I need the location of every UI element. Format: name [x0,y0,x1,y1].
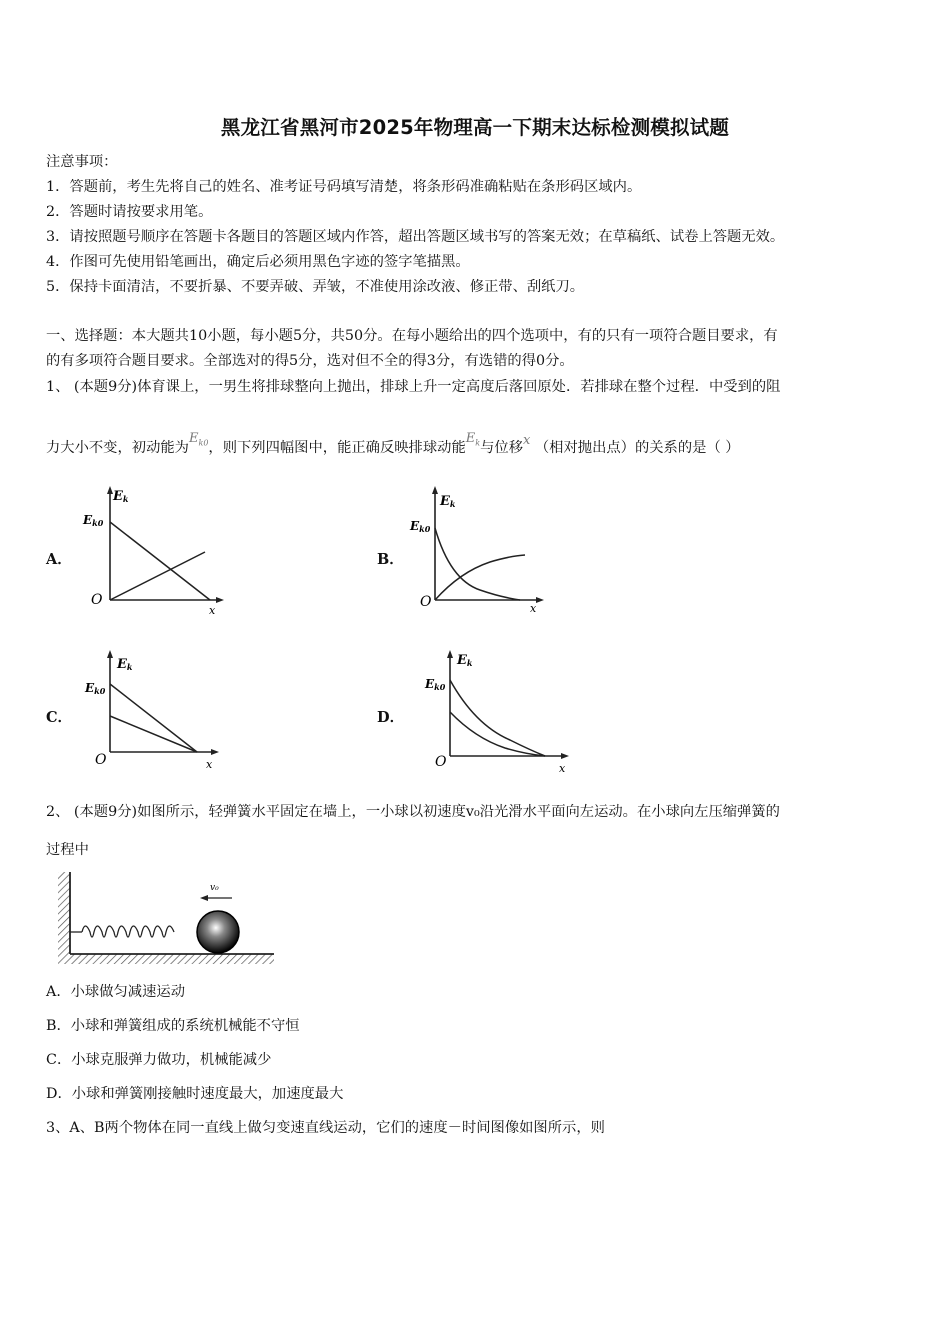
origin-label: O [95,752,107,768]
ek0-symbol: $E_{k0}$ [188,431,209,448]
ball [197,911,239,953]
notice-heading: 注意事项： [46,154,118,170]
notice-item: 2．答题时请按要求用笔。 [46,204,213,220]
x-axis-label: x [559,762,566,775]
page-title: 黑龙江省黑河市2025年物理高一下期末达标检测模拟试题 [220,116,730,139]
stem-text: （相对抛出点）的关系的是（ ） [534,440,740,456]
stem-text: 力大小不变，初动能为 [46,440,189,456]
question-3-stem: 3、A、B两个物体在同一直线上做匀变速直线运动，它们的速度－时间图像如图所示，则 [46,1120,605,1136]
option-a-label: A． [46,551,72,568]
question-2-stem-2: 过程中 [46,842,89,858]
origin-label: O [420,594,432,610]
origin-label: O [435,754,447,770]
section-intro-line: 的有多项符合题目要求。全部选对的得5分，选对但不全的得3分，有选错的得0分。 [46,353,574,369]
y-axis-label: Ek [113,489,129,504]
x-axis-label: x [209,604,216,617]
graph-option-d [415,640,585,780]
question-2-option: B．小球和弹簧组成的系统机械能不守恒 [46,1018,300,1034]
option-b-label: B． [377,551,404,568]
x-axis-label: x [530,602,537,615]
section-intro-line: 一、选择题：本大题共10小题，每小题5分，共50分。在每小题给出的四个选项中，有的只有一项符合题目要求，有 [46,328,778,344]
y-axis-label: Ek [457,653,473,668]
graph-option-a [75,480,235,620]
wall-hatch [58,872,70,954]
velocity-label: v₀ [210,883,219,893]
y-axis-arrow [107,650,113,658]
x-axis-arrow [536,597,544,603]
ek0-label: Ek0 [83,513,104,528]
y-axis-arrow [447,650,453,658]
ek-symbol: $E_k$ [465,431,481,448]
spring-coil [82,926,174,937]
question-1-stem: 1、 (本题9分)体育课上，一男生将排球整向上抛出，排球上升一定高度后落回原处．若排球在整个过程．中受到的阻 [46,379,781,395]
x-axis-label: x [206,758,213,771]
question-2-option: C．小球克服弹力做功，机械能减少 [46,1052,272,1068]
floor-hatch [58,954,274,964]
notice-item: 4．作图可先使用铅笔画出，确定后必须用黑色字迹的签字笔描黑。 [46,254,470,270]
curve-up [110,522,210,600]
option-c-label: C． [46,709,73,726]
x-symbol: x [523,433,531,448]
y-axis-arrow [432,486,438,494]
x-axis-arrow [561,753,569,759]
notice-item: 1．答题前，考生先将自己的姓名、准考证号码填写清楚，将条形码准确粘贴在条形码区域内。 [46,179,642,195]
graph-option-c [75,640,235,780]
stem-text: ，则下列四幅图中，能正确反映排球动能 [208,440,466,456]
curve-up [110,684,197,752]
origin-label: O [91,592,103,608]
graph-option-b [400,480,560,620]
spring-ball-diagram [52,870,282,970]
y-axis-label: Ek [440,494,456,509]
velocity-arrowhead [200,895,208,901]
ek0-label: Ek0 [410,519,431,534]
question-2-option: D．小球和弹簧刚接触时速度最大，加速度最大 [46,1086,344,1102]
question-1-stem-2 [46,431,740,464]
question-2-stem: 2、 (本题9分)如图所示，轻弹簧水平固定在墙上，一小球以初速度v₀沿光滑水平面向左运动。在小球向左压缩弹簧的 [46,804,780,820]
notice-item: 3．请按照题号顺序在答题卡各题目的答题区域内作答，超出答题区域书写的答案无效；在草稿纸、试卷上答题无效。 [46,229,785,245]
stem-text: 与位移 [480,440,523,456]
curve-up [435,528,520,600]
y-axis-label: Ek [117,657,133,672]
curve-down [110,716,197,752]
x-axis-arrow [216,597,224,603]
option-d-label: D． [377,709,405,726]
question-2-option: A．小球做匀减速运动 [46,984,185,1000]
notice-item: 5．保持卡面清洁，不要折暴、不要弄破、弄皱，不准使用涂改液、修正带、刮纸刀。 [46,279,585,295]
ek0-label: Ek0 [85,681,106,696]
ek0-label: Ek0 [425,677,446,692]
x-axis-arrow [211,749,219,755]
